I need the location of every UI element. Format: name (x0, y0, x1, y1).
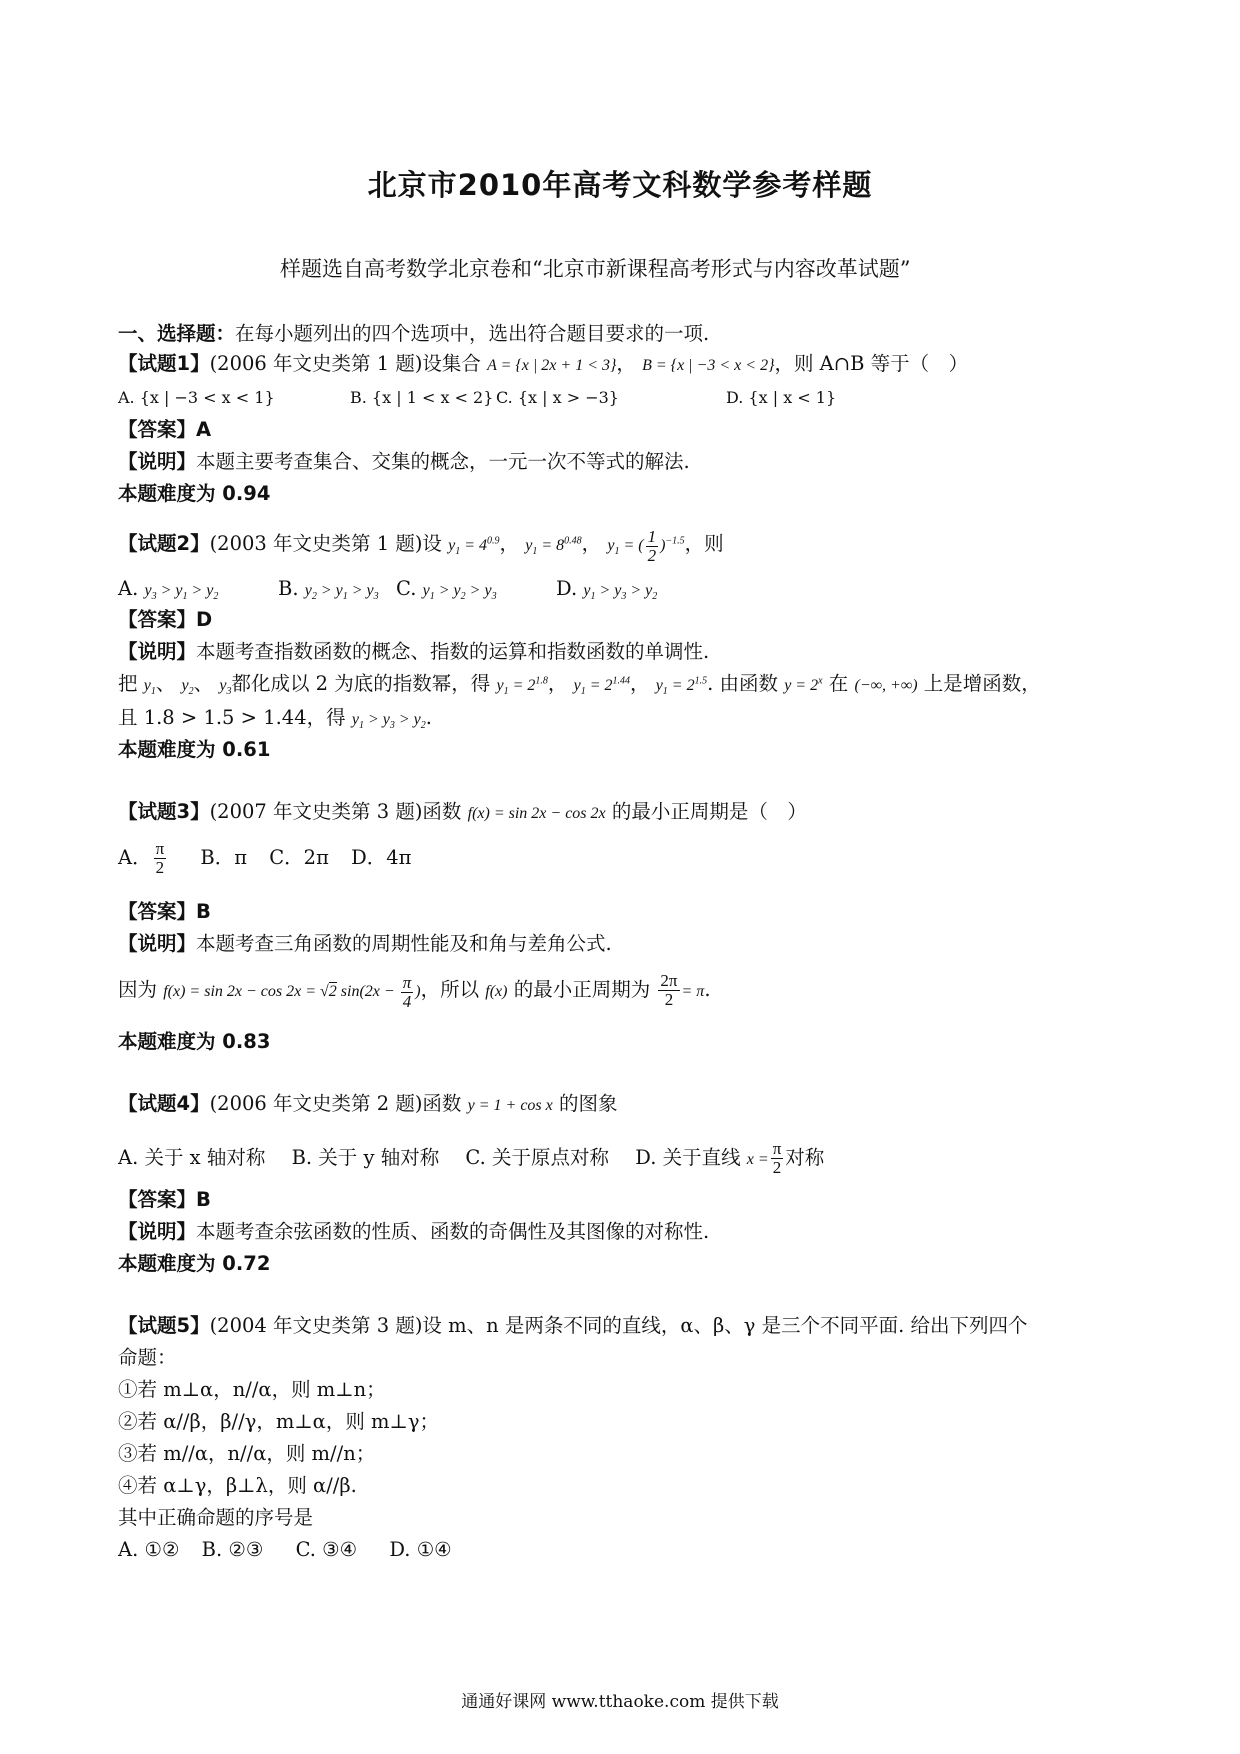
q5-option-a: A. ①② (118, 1538, 180, 1561)
q1-note-label: 【说明】 (118, 450, 197, 473)
q5-option-c: C. ③④ (295, 1538, 358, 1561)
q1-stem: 【试题1】(2006 年文史类第 1 题)设集合 A = {x | 2x + 1 < 3}， B = {x | −3 < x < 2}，则 A∩B 等于（ ） (118, 352, 969, 375)
page-subtitle: 样题选自高考数学北京卷和“北京市新课程高考形式与内容改革试题” (280, 257, 911, 281)
q2-note (118, 640, 709, 663)
q2-option-a: A. $y_3 > y_1 > y_2$ (118, 577, 219, 603)
q1-note-text: 本题主要考查集合、交集的概念，一元一次不等式的解法. (196, 450, 690, 473)
q2-y3-expr: $y_1$ = ( $\frac{1}{2}$ )$^{-1.5}$ (607, 527, 685, 565)
q3-note-text: 本题考查三角函数的周期性能及和角与差角公式. (196, 932, 612, 955)
q2-label: 【试题2】 (118, 532, 210, 556)
q2-answer-value: D (196, 608, 213, 631)
section-heading: 一、选择题： (118, 322, 236, 345)
q2-stem: 【试题2】(2003 年文史类第 1 题)设 $y_1 = 4^{0.9}$， $y_1 = 8^{0.48}$， $y_1$ = ( $\frac{1}{2}$ )$^{-1.5}$，则 (118, 527, 724, 565)
q2-note-text: 本题考查指数函数的概念、指数的运算和指数函数的单调性. (196, 640, 710, 663)
q4-answer (118, 1188, 211, 1211)
q5-proposition-1: ①若 m⊥α，n//α，则 m⊥n； (118, 1378, 386, 1401)
q4-options (118, 1140, 824, 1177)
q2-explanation-1: 把 $y_1$、 $y_2$、 $y_3$都化成以 2 为底的指数幂，得 $y_1 = 2^{1.8}$， $y_1 = 2^{1.44}$， $y_1 = 2^{1.5}$. 由函数 $y = 2^x$ 在 (−∞, +∞) 上是增函数， (118, 672, 1041, 698)
q2-source: (2003 年文史类第 1 题)设 (209, 532, 442, 556)
q5-proposition-3: ③若 m//α，n//α，则 m//n； (118, 1442, 376, 1465)
q1-source: (2006 年文史类第 1 题)设集合 (209, 352, 481, 375)
q4-note-text: 本题考查余弦函数的性质、函数的奇偶性及其图像的对称性. (196, 1220, 710, 1243)
q3-stem (118, 800, 807, 823)
q4-option-a: A. 关于 x 轴对称 (118, 1145, 266, 1169)
q3-options (118, 840, 411, 877)
q3-option-a: A． $\frac{\pi}{2}$ (118, 839, 165, 877)
q1-note (118, 450, 690, 473)
q3-answer-label: 【答案】 (118, 900, 197, 923)
q5-proposition-2: ②若 α//β，β//γ，m⊥α，则 m⊥γ； (118, 1410, 440, 1433)
q2-y2-expr: $y_1 = 8^{0.48}$ (525, 535, 582, 558)
q1-set-b: B = {x | −3 < x < 2} (642, 357, 775, 374)
q5-options (118, 1538, 452, 1561)
q1-ask: ，则 A∩B 等于（ ） (774, 352, 969, 375)
q4-note-label: 【说明】 (118, 1220, 197, 1243)
q3-label: 【试题3】 (118, 800, 210, 823)
q3-difficulty: 本题难度为 0.83 (118, 1030, 271, 1053)
q3-note-label: 【说明】 (118, 932, 197, 955)
section-heading-line (118, 322, 709, 345)
q3-option-c: C．2π (269, 845, 329, 869)
q4-difficulty: 本题难度为 0.72 (118, 1252, 271, 1275)
q1-option-b: B. {x | 1 < x < 2} (350, 388, 494, 407)
q4-answer-value: B (196, 1188, 211, 1211)
q1-answer-value: A (196, 418, 212, 441)
q4-stem (118, 1092, 617, 1115)
q1-label: 【试题1】 (118, 352, 210, 375)
q1-option-d: D. {x | x < 1} (726, 388, 837, 407)
q2-explanation-2: 且 1.8 > 1.5 > 1.44，得 $y_1 > y_3 > y_2$. (118, 706, 432, 732)
page-footer: 通通好课网 www.tthaoke.com 提供下载 (461, 1692, 779, 1712)
q1-difficulty: 本题难度为 0.94 (118, 482, 271, 505)
q5-text-1: (2004 年文史类第 3 题)设 m、n 是两条不同的直线，α、β、γ 是三个不同平面. 给出下列四个 (209, 1314, 1028, 1337)
q2-answer-label: 【答案】 (118, 608, 197, 631)
q3-source: (2007 年文史类第 3 题)函数 (209, 800, 462, 823)
q3-answer (118, 900, 211, 923)
q1-option-a: A. {x | −3 < x < 1} (118, 388, 275, 407)
q2-difficulty: 本题难度为 0.61 (118, 738, 271, 761)
q4-label: 【试题4】 (118, 1092, 210, 1115)
q3-note (118, 932, 612, 955)
q3-option-b: B．π (200, 845, 248, 869)
q4-source: (2006 年文史类第 2 题)函数 (209, 1092, 462, 1115)
q1-option-c: C. {x | x > −3} (496, 388, 619, 407)
q3-explanation: 因为 f(x) = sin 2x − cos 2x = √2 sin(2x − $\frac{\pi}{4}$ )，所以 f(x) 的最小正周期为 $\frac{2\pi}{2}$ = π. (118, 971, 711, 1011)
q4-ask: 的图象 (558, 1092, 618, 1115)
q4-answer-label: 【答案】 (118, 1188, 197, 1211)
q5-stem-line1 (118, 1314, 1028, 1337)
page-title: 北京市2010年高考文科数学参考样题 (367, 168, 873, 202)
q2-option-d: D. $y_1 > y_3 > y_2$ (556, 577, 658, 603)
q3-function: f(x) = sin 2x − cos 2x (467, 805, 606, 822)
q4-option-d: D. 关于直线 x = $\frac{\pi}{2}$ 对称 (635, 1139, 825, 1177)
q1-set-a: A = {x | 2x + 1 < 3} (487, 357, 617, 374)
q1-answer-label: 【答案】 (118, 418, 197, 441)
q4-function: y = 1 + cos x (467, 1097, 553, 1114)
q4-note (118, 1220, 709, 1243)
q2-y1-expr: $y_1 = 4^{0.9}$ (448, 535, 500, 558)
q3-answer-value: B (196, 900, 211, 923)
q2-then: ，则 (684, 532, 724, 556)
q4-option-c: C. 关于原点对称 (465, 1145, 610, 1169)
q5-stem-line2: 命题： (118, 1346, 177, 1369)
q5-option-b: B. ②③ (201, 1538, 264, 1561)
q2-answer (118, 608, 212, 631)
q3-option-d: D．4π (351, 845, 412, 869)
q2-option-c: C. $y_1 > y_2 > y_3$ (396, 577, 497, 603)
section-instructions: 在每小题列出的四个选项中，选出符合题目要求的一项. (235, 322, 710, 345)
q1-answer (118, 418, 211, 441)
q2-note-label: 【说明】 (118, 640, 197, 663)
q5-proposition-4: ④若 α⊥γ，β⊥λ，则 α//β. (118, 1474, 357, 1497)
q5-option-d: D. ①④ (389, 1538, 452, 1561)
q2-option-b: B. $y_2 > y_1 > y_3$ (278, 577, 379, 603)
q4-option-b: B. 关于 y 轴对称 (291, 1145, 440, 1169)
q5-label: 【试题5】 (118, 1314, 210, 1337)
q5-ask: 其中正确命题的序号是 (118, 1506, 314, 1529)
q3-ask: 的最小正周期是（ ） (611, 800, 807, 823)
